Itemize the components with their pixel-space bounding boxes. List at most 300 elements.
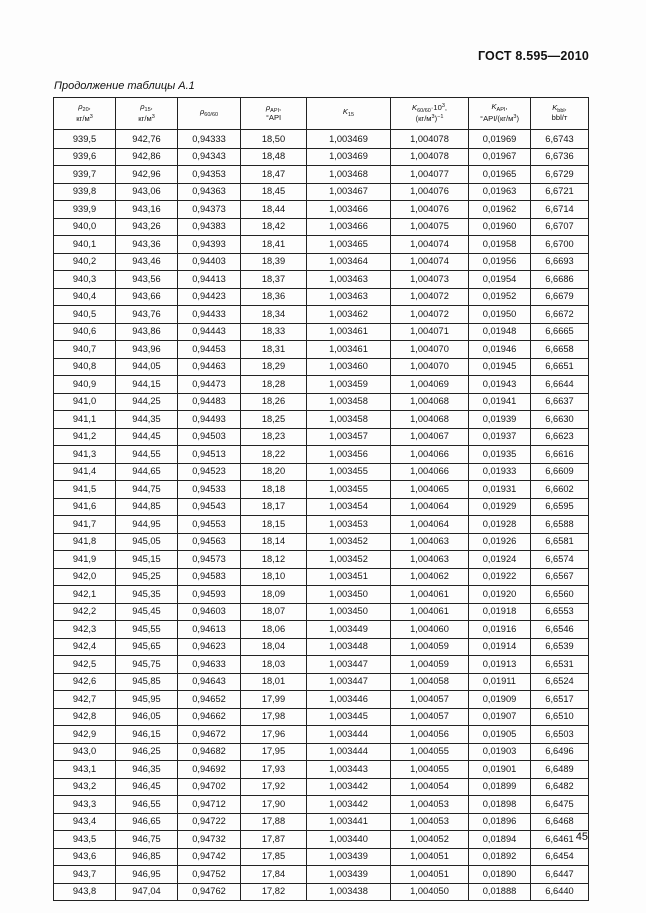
table-cell: 1,003438 [307, 883, 391, 901]
table-cell: 942,0 [54, 568, 116, 586]
table-row [54, 323, 589, 341]
table-cell: 6,6468 [531, 813, 589, 831]
table-cell: 945,35 [116, 586, 178, 604]
table-cell: 0,94702 [178, 778, 241, 796]
table-cell: 18,42 [241, 218, 307, 236]
table-cell: 6,6707 [531, 218, 589, 236]
table-cell: 1,003442 [307, 796, 391, 814]
table-cell: 0,94503 [178, 428, 241, 446]
table-cell: 6,6665 [531, 323, 589, 341]
table-cell: 1,004072 [391, 288, 469, 306]
table-cell: 17,96 [241, 726, 307, 744]
table-cell: 6,6581 [531, 533, 589, 551]
table-cell: 1,004077 [391, 166, 469, 184]
table-cell: 0,01899 [469, 778, 531, 796]
table-cell: 18,39 [241, 253, 307, 271]
table-cell: 940,3 [54, 271, 116, 289]
table-cell: 1,003469 [307, 130, 391, 149]
table-cell: 17,93 [241, 761, 307, 779]
table-cell: 1,004065 [391, 481, 469, 499]
table-cell: 0,94583 [178, 568, 241, 586]
table-cell: 943,76 [116, 306, 178, 324]
table-cell: 0,01943 [469, 376, 531, 394]
table-cell: 0,01965 [469, 166, 531, 184]
table-cell: 0,01914 [469, 638, 531, 656]
table-cell: 18,10 [241, 568, 307, 586]
table-cell: 944,75 [116, 481, 178, 499]
table-cell: 1,003444 [307, 743, 391, 761]
table-cell: 943,8 [54, 883, 116, 901]
table-cell: 0,94343 [178, 148, 241, 166]
table-cell: 0,01916 [469, 621, 531, 639]
table-cell: 0,94563 [178, 533, 241, 551]
table-cell: 941,1 [54, 411, 116, 429]
table-cell: 1,004052 [391, 831, 469, 849]
table-cell: 0,94333 [178, 130, 241, 149]
table-row [54, 498, 589, 516]
table-row [54, 638, 589, 656]
table-cell: 944,05 [116, 358, 178, 376]
table-cell: 18,14 [241, 533, 307, 551]
table-cell: 0,94613 [178, 621, 241, 639]
table-cell: 1,004072 [391, 306, 469, 324]
table-cell: 1,004054 [391, 778, 469, 796]
table-cell: 6,6729 [531, 166, 589, 184]
table-cell: 0,01901 [469, 761, 531, 779]
table-cell: 17,88 [241, 813, 307, 831]
table-cell: 945,45 [116, 603, 178, 621]
table-cell: 0,94593 [178, 586, 241, 604]
table-cell: 1,004064 [391, 498, 469, 516]
table-cell: 1,004058 [391, 673, 469, 691]
table-cell: 941,8 [54, 533, 116, 551]
table-row [54, 218, 589, 236]
table-cell: 941,3 [54, 446, 116, 464]
table-cell: 6,6482 [531, 778, 589, 796]
table-cell: 6,6539 [531, 638, 589, 656]
table-cell: 943,5 [54, 831, 116, 849]
table-row [54, 183, 589, 201]
table-cell: 0,01933 [469, 463, 531, 481]
table-cell: 940,5 [54, 306, 116, 324]
table-cell: 0,94443 [178, 323, 241, 341]
table-row [54, 446, 589, 464]
table-cell: 1,003461 [307, 323, 391, 341]
table-cell: 6,6616 [531, 446, 589, 464]
table-cell: 18,17 [241, 498, 307, 516]
table-cell: 943,46 [116, 253, 178, 271]
table-cell: 18,09 [241, 586, 307, 604]
table-cell: 0,94573 [178, 551, 241, 569]
table-cell: 1,003445 [307, 708, 391, 726]
table-cell: 942,9 [54, 726, 116, 744]
table-cell: 18,03 [241, 656, 307, 674]
table-row [54, 411, 589, 429]
table-cell: 946,25 [116, 743, 178, 761]
table-row [54, 463, 589, 481]
table-cell: 18,34 [241, 306, 307, 324]
table-cell: 0,94722 [178, 813, 241, 831]
table-row [54, 481, 589, 499]
table-cell: 1,003467 [307, 183, 391, 201]
table-row [54, 166, 589, 184]
table-cell: 941,7 [54, 516, 116, 534]
table-cell: 0,01907 [469, 708, 531, 726]
table-row [54, 148, 589, 166]
table-cell: 0,94543 [178, 498, 241, 516]
table-cell: 0,01939 [469, 411, 531, 429]
table-cell: 18,37 [241, 271, 307, 289]
table-cell: 0,01918 [469, 603, 531, 621]
table-cell: 1,003452 [307, 533, 391, 551]
table-cell: 942,96 [116, 166, 178, 184]
table-cell: 18,45 [241, 183, 307, 201]
table-cell: 6,6475 [531, 796, 589, 814]
table-cell: 6,6567 [531, 568, 589, 586]
table-cell: 1,003461 [307, 341, 391, 359]
table-cell: 0,01956 [469, 253, 531, 271]
table-cell: 1,003452 [307, 551, 391, 569]
table-cell: 1,003450 [307, 586, 391, 604]
table-cell: 942,2 [54, 603, 116, 621]
table-row [54, 533, 589, 551]
table-cell: 941,2 [54, 428, 116, 446]
table-cell: 6,6546 [531, 621, 589, 639]
table-cell: 943,16 [116, 201, 178, 219]
table-cell: 943,0 [54, 743, 116, 761]
table-cell: 942,7 [54, 691, 116, 709]
table-cell: 0,94692 [178, 761, 241, 779]
table-cell: 6,6630 [531, 411, 589, 429]
table-cell: 0,01892 [469, 848, 531, 866]
table-cell: 0,94752 [178, 866, 241, 884]
table-cell: 1,004062 [391, 568, 469, 586]
table-cell: 0,94553 [178, 516, 241, 534]
table-row [54, 848, 589, 866]
table-row [54, 883, 589, 901]
table-cell: 943,56 [116, 271, 178, 289]
table-body [54, 130, 589, 901]
table-cell: 1,003449 [307, 621, 391, 639]
table-cell: 6,6440 [531, 883, 589, 901]
data-table [53, 97, 589, 901]
table-cell: 945,05 [116, 533, 178, 551]
table-cell: 6,6553 [531, 603, 589, 621]
table-cell: 1,003463 [307, 288, 391, 306]
table-cell: 942,4 [54, 638, 116, 656]
table-cell: 942,76 [116, 130, 178, 149]
table-cell: 0,01911 [469, 673, 531, 691]
table-cell: 942,6 [54, 673, 116, 691]
table-cell: 0,01905 [469, 726, 531, 744]
table-cell: 945,55 [116, 621, 178, 639]
table-cell: 0,01945 [469, 358, 531, 376]
table-cell: 0,94742 [178, 848, 241, 866]
table-cell: 0,01888 [469, 883, 531, 901]
table-cell: 17,85 [241, 848, 307, 866]
table-cell: 18,50 [241, 130, 307, 149]
table-cell: 1,003448 [307, 638, 391, 656]
table-cell: 0,01967 [469, 148, 531, 166]
table-cell: 18,29 [241, 358, 307, 376]
table-cell: 1,004066 [391, 463, 469, 481]
table-cell: 17,99 [241, 691, 307, 709]
table-cell: 1,004055 [391, 743, 469, 761]
table-cell: 0,01913 [469, 656, 531, 674]
table-row [54, 796, 589, 814]
table-cell: 17,92 [241, 778, 307, 796]
table-row [54, 568, 589, 586]
table-cell: 943,86 [116, 323, 178, 341]
table-cell: 1,003455 [307, 463, 391, 481]
table-cell: 1,004076 [391, 201, 469, 219]
table-cell: 0,94633 [178, 656, 241, 674]
table-cell: 17,87 [241, 831, 307, 849]
table-cell: 1,003447 [307, 673, 391, 691]
table-cell: 1,004078 [391, 148, 469, 166]
table-cell: 0,94493 [178, 411, 241, 429]
table-cell: 18,41 [241, 236, 307, 254]
table-cell: 945,65 [116, 638, 178, 656]
table-row [54, 586, 589, 604]
table-row [54, 708, 589, 726]
table-cell: 1,003442 [307, 778, 391, 796]
col-header-k-bbl: $K_{bbl}$, bbl/т [531, 98, 589, 130]
table-cell: 1,004069 [391, 376, 469, 394]
table-row [54, 831, 589, 849]
table-cell: 1,003457 [307, 428, 391, 446]
table-cell: 1,004055 [391, 761, 469, 779]
table-cell: 1,004074 [391, 236, 469, 254]
table-cell: 1,003439 [307, 866, 391, 884]
table-cell: 944,55 [116, 446, 178, 464]
table-cell: 1,004076 [391, 183, 469, 201]
table-cell: 944,35 [116, 411, 178, 429]
table-cell: 1,003441 [307, 813, 391, 831]
table-row [54, 271, 589, 289]
table-cell: 946,45 [116, 778, 178, 796]
table-cell: 6,6721 [531, 183, 589, 201]
table-row [54, 393, 589, 411]
document-code: ГОСТ 8.595—2010 [477, 49, 589, 63]
table-cell: 1,004056 [391, 726, 469, 744]
table-cell: 18,01 [241, 673, 307, 691]
table-cell: 1,003439 [307, 848, 391, 866]
table-cell: 1,003443 [307, 761, 391, 779]
table-row [54, 358, 589, 376]
table-cell: 18,18 [241, 481, 307, 499]
table-cell: 1,004051 [391, 866, 469, 884]
table-cell: 0,01969 [469, 130, 531, 149]
table-cell: 6,6637 [531, 393, 589, 411]
table-cell: 6,6658 [531, 341, 589, 359]
table-cell: 6,6588 [531, 516, 589, 534]
table-row [54, 778, 589, 796]
table-cell: 946,65 [116, 813, 178, 831]
table-cell: 6,6461 [531, 831, 589, 849]
table-cell: 1,004053 [391, 813, 469, 831]
table-cell: 0,01958 [469, 236, 531, 254]
table-cell: 940,4 [54, 288, 116, 306]
table-cell: 18,12 [241, 551, 307, 569]
table-cell: 0,94413 [178, 271, 241, 289]
table-cell: 1,003447 [307, 656, 391, 674]
col-header-rho20: $\rho_{20}$, $кг/м^3$ [54, 98, 116, 130]
table-cell: 0,94373 [178, 201, 241, 219]
table-row [54, 673, 589, 691]
table-row [54, 236, 589, 254]
table-row [54, 130, 589, 149]
table-row [54, 656, 589, 674]
table-cell: 0,01952 [469, 288, 531, 306]
table-cell: 0,01946 [469, 341, 531, 359]
table-cell: 0,94623 [178, 638, 241, 656]
table-cell: 1,003466 [307, 201, 391, 219]
table-row [54, 201, 589, 219]
table-cell: 942,3 [54, 621, 116, 639]
table-cell: 0,94672 [178, 726, 241, 744]
col-header-k60-60: $K_{60/60}\cdot 10^3$, $(кг/м^3)^{-1}$ [391, 98, 469, 130]
table-cell: 6,6651 [531, 358, 589, 376]
table-cell: 0,01926 [469, 533, 531, 551]
table-cell: 1,003450 [307, 603, 391, 621]
table-cell: 0,94662 [178, 708, 241, 726]
page-number: 45 [575, 831, 588, 843]
table-cell: 6,6524 [531, 673, 589, 691]
table-cell: 6,6489 [531, 761, 589, 779]
table-cell: 18,47 [241, 166, 307, 184]
table-cell: 947,04 [116, 883, 178, 901]
table-cell: 0,01950 [469, 306, 531, 324]
table-cell: 943,06 [116, 183, 178, 201]
col-header-k15: $K_{15}$ [307, 98, 391, 130]
table-cell: 940,8 [54, 358, 116, 376]
table-cell: 0,94473 [178, 376, 241, 394]
table-cell: 6,6623 [531, 428, 589, 446]
table-cell: 943,66 [116, 288, 178, 306]
table-cell: 1,003440 [307, 831, 391, 849]
table-cell: 17,90 [241, 796, 307, 814]
table-cell: 18,28 [241, 376, 307, 394]
table-cell: 941,5 [54, 481, 116, 499]
table-cell: 1,004075 [391, 218, 469, 236]
table-cell: 1,004068 [391, 411, 469, 429]
table-cell: 944,85 [116, 498, 178, 516]
table-cell: 1,004060 [391, 621, 469, 639]
table-cell: 6,6454 [531, 848, 589, 866]
table-row [54, 691, 589, 709]
table-cell: 1,004051 [391, 848, 469, 866]
table-cell: 18,23 [241, 428, 307, 446]
table-cell: 946,85 [116, 848, 178, 866]
table-cell: 1,003454 [307, 498, 391, 516]
table-cell: 6,6574 [531, 551, 589, 569]
table-cell: 0,94643 [178, 673, 241, 691]
table-cell: 18,44 [241, 201, 307, 219]
table-cell: 1,004078 [391, 130, 469, 149]
table-cell: 1,004070 [391, 358, 469, 376]
table-row [54, 866, 589, 884]
table-cell: 941,4 [54, 463, 116, 481]
table-cell: 940,1 [54, 236, 116, 254]
table-row [54, 726, 589, 744]
table-cell: 1,004073 [391, 271, 469, 289]
table-cell: 6,6517 [531, 691, 589, 709]
table-caption: Продолжение таблицы А.1 [54, 80, 195, 92]
table-cell: 1,003446 [307, 691, 391, 709]
col-header-rho60-60: $\rho_{60/60}$ [178, 98, 241, 130]
table-cell: 6,6531 [531, 656, 589, 674]
table-cell: 6,6679 [531, 288, 589, 306]
table-cell: 941,6 [54, 498, 116, 516]
table-cell: 939,8 [54, 183, 116, 201]
table-cell: 18,33 [241, 323, 307, 341]
table-cell: 0,01898 [469, 796, 531, 814]
table-cell: 943,6 [54, 848, 116, 866]
table-cell: 0,01890 [469, 866, 531, 884]
table-cell: 1,003459 [307, 376, 391, 394]
table-cell: 0,94732 [178, 831, 241, 849]
table-row [54, 743, 589, 761]
table-cell: 0,94453 [178, 341, 241, 359]
table-cell: 940,6 [54, 323, 116, 341]
table-cell: 946,55 [116, 796, 178, 814]
table-cell: 1,003458 [307, 411, 391, 429]
table-cell: 0,94403 [178, 253, 241, 271]
table-cell: 944,65 [116, 463, 178, 481]
table-cell: 6,6686 [531, 271, 589, 289]
table-cell: 0,01931 [469, 481, 531, 499]
col-header-rho15: $\rho_{15}$, $кг/м^3$ [116, 98, 178, 130]
table-cell: 943,3 [54, 796, 116, 814]
table-cell: 1,004057 [391, 691, 469, 709]
table-cell: 0,01935 [469, 446, 531, 464]
table-row [54, 341, 589, 359]
table-cell: 6,6743 [531, 130, 589, 149]
table-cell: 0,01894 [469, 831, 531, 849]
table-cell: 942,8 [54, 708, 116, 726]
table-cell: 17,95 [241, 743, 307, 761]
table-cell: 943,7 [54, 866, 116, 884]
table-cell: 943,1 [54, 761, 116, 779]
table-cell: 0,94383 [178, 218, 241, 236]
table-cell: 0,01941 [469, 393, 531, 411]
table-row [54, 813, 589, 831]
table-cell: 0,01937 [469, 428, 531, 446]
table-cell: 943,2 [54, 778, 116, 796]
table-cell: 1,004068 [391, 393, 469, 411]
table-cell: 946,05 [116, 708, 178, 726]
table-cell: 6,6672 [531, 306, 589, 324]
table-cell: 944,45 [116, 428, 178, 446]
table-cell: 945,25 [116, 568, 178, 586]
table-cell: 6,6447 [531, 866, 589, 884]
table-cell: 0,01929 [469, 498, 531, 516]
table-cell: 940,7 [54, 341, 116, 359]
table-cell: 6,6700 [531, 236, 589, 254]
table-cell: 944,15 [116, 376, 178, 394]
table-cell: 0,94433 [178, 306, 241, 324]
table-cell: 18,20 [241, 463, 307, 481]
table-cell: 946,95 [116, 866, 178, 884]
table-cell: 945,75 [116, 656, 178, 674]
table-cell: 0,01962 [469, 201, 531, 219]
table-row [54, 761, 589, 779]
table-cell: 0,94363 [178, 183, 241, 201]
table-cell: 945,95 [116, 691, 178, 709]
table-row [54, 621, 589, 639]
table-cell: 939,5 [54, 130, 116, 149]
